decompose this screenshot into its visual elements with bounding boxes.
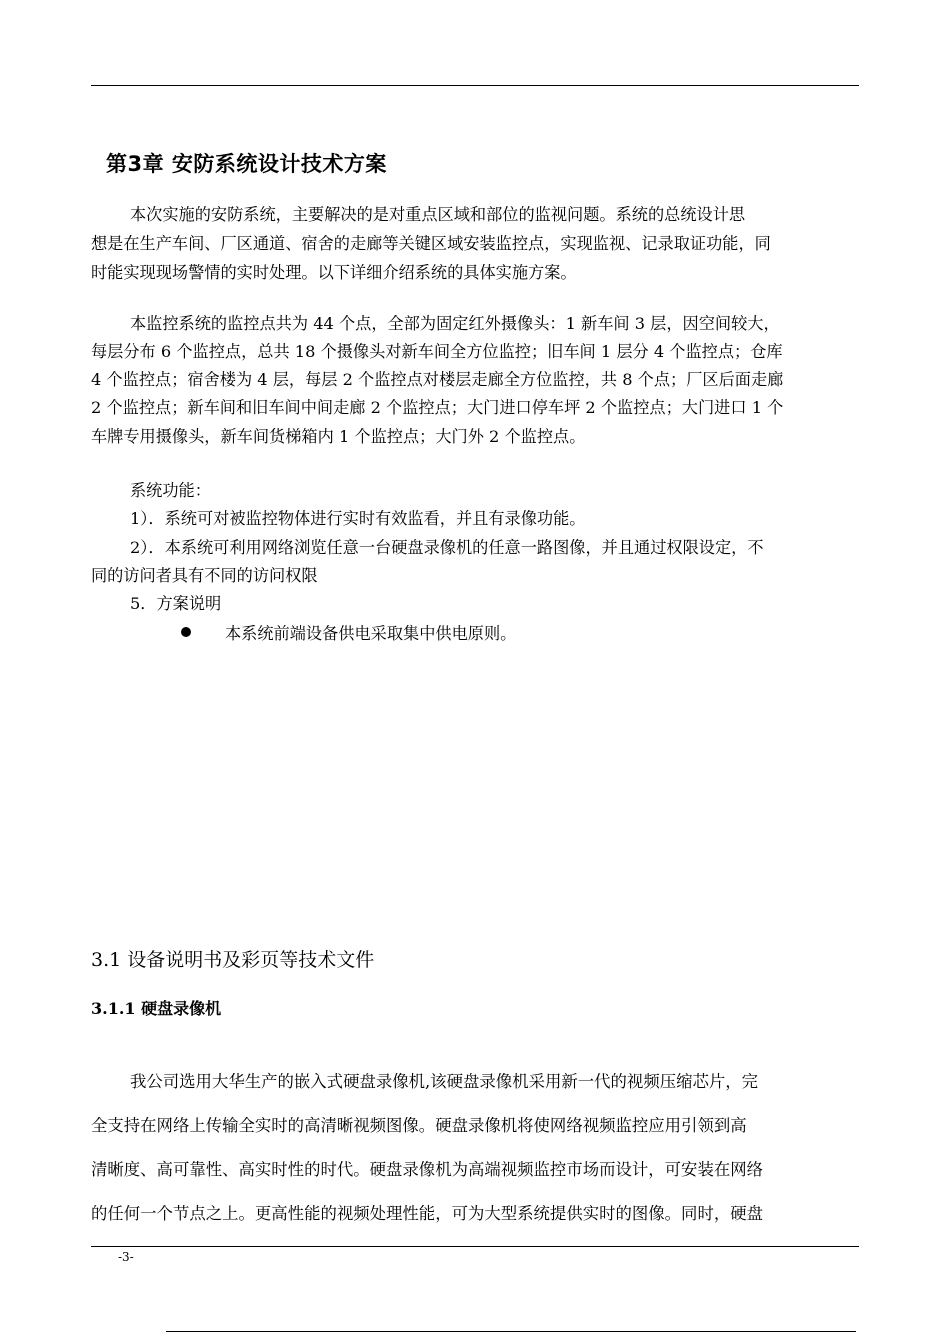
- function-item-2: 2）．本系统可利用网络浏览任意一台硬盘录像机的任意一路图像，并且通过权限设定，不: [130, 538, 764, 557]
- paragraph-line: 想是在生产车间、厂区通道、宿舍的走廊等关键区域安装监控点，实现监视、记录取证功能，同: [91, 234, 771, 253]
- section-heading-3-1-1: 3.1.1 硬盘录像机: [91, 999, 222, 1018]
- section-heading-3-1: 3.1 设备说明书及彩页等技术文件: [91, 949, 375, 971]
- header-rule: [91, 85, 859, 86]
- function-item-1: 1）．系统可对被监控物体进行实时有效监看，并且有录像功能。: [130, 509, 586, 528]
- paragraph-line: 车牌专用摄像头，新车间货梯箱内 1 个监控点；大门外 2 个监控点。: [91, 427, 586, 446]
- paragraph-line: 的任何一个节点之上。更高性能的视频处理性能，可为大型系统提供实时的图像。同时，硬盘: [91, 1204, 764, 1223]
- paragraph-line: 4 个监控点；宿舍楼为 4 层，每层 2 个监控点对楼层走廊全方位监控，共 8 个点；厂区后面走廊: [91, 370, 784, 389]
- paragraph-line: 每层分布 6 个监控点，总共 18 个摄像头对新车间全方位监控；旧车间 1 层分 4 个监控点；仓库: [91, 342, 783, 361]
- function-item-2-continued: 同的访问者具有不同的访问权限: [91, 566, 318, 585]
- paragraph-line: 本监控系统的监控点共为 44 个点，全部为固定红外摄像头：1 新车间 3 层，因空间较大，: [130, 314, 780, 333]
- functions-title: 系统功能：: [130, 481, 211, 500]
- bullet-icon: [181, 627, 191, 637]
- plan-bullet-text: 本系统前端设备供电采取集中供电原则。: [225, 624, 517, 643]
- bottom-rule: [166, 1331, 856, 1332]
- paragraph-line: 全支持在网络上传输全实时的高清晰视频图像。硬盘录像机将使网络视频监控应用引领到高: [91, 1116, 747, 1135]
- chapter-title: 第3章 安防系统设计技术方案: [106, 152, 387, 176]
- footer-rule: [91, 1246, 859, 1247]
- page-number: -3-: [118, 1250, 134, 1264]
- paragraph-line: 时能实现现场警情的实时处理。以下详细介绍系统的具体实施方案。: [91, 263, 577, 282]
- paragraph-line: 2 个监控点；新车间和旧车间中间走廊 2 个监控点；大门进口停车坪 2 个监控点；大门进口 1 个: [91, 398, 784, 417]
- paragraph-line: 本次实施的安防系统，主要解决的是对重点区域和部位的监视问题。系统的总统设计思: [130, 205, 746, 224]
- paragraph-line: 清晰度、高可靠性、高实时性的时代。硬盘录像机为高端视频监控市场而设计，可安装在网络: [91, 1160, 764, 1179]
- plan-title: 5．方案说明: [130, 594, 222, 613]
- paragraph-line: 我公司选用大华生产的嵌入式硬盘录像机,该硬盘录像机采用新一代的视频压缩芯片，完: [130, 1072, 759, 1091]
